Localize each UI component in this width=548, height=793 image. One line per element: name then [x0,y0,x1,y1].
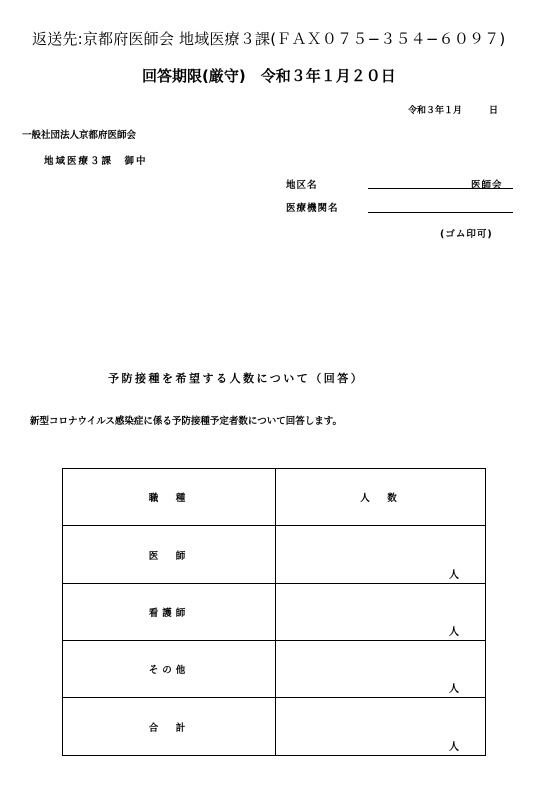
unit-label: 人 [449,570,459,581]
institution-underline [368,212,513,213]
table-row [63,698,486,756]
count-cell-doctor[interactable] [276,526,486,584]
seal-note: (ゴム印可) [440,229,493,240]
addressee-department: 地域医療３課 御中 [44,156,148,167]
table-header-row [63,469,486,526]
row-label-doctor: 医 師 [63,526,276,584]
institution-label: 医療機関名 [286,203,339,214]
header-occupation: 職 種 [63,469,276,526]
row-label-total: 合 計 [63,698,276,756]
row-label-other: その他 [63,641,276,698]
table-row [63,641,486,698]
addressee-organization: 一般社団法人京都府医師会 [22,130,137,141]
body-text: 新型コロナウイルス感染症に係る予防接種予定者数について回答します。 [30,416,342,427]
count-cell-nurse[interactable] [276,584,486,641]
row-label-nurse: 看護師 [63,584,276,641]
count-cell-total[interactable] [276,698,486,756]
deadline: 回答期限(厳守) 令和３年１月２０日 [142,67,396,85]
table-row [63,584,486,641]
response-table [62,468,486,756]
unit-label: 人 [449,742,459,753]
subject-heading: 予防接種を希望する人数について（回答） [108,372,365,385]
unit-label: 人 [449,684,459,695]
date-line: 令和３年１月 日 [408,106,499,116]
unit-label: 人 [449,627,459,638]
district-suffix: 医師会 [471,180,503,191]
count-cell-other[interactable] [276,641,486,698]
header-count: 人 数 [276,469,486,526]
return-address: 返送先:京都府医師会 地域医療３課(ＦＡＸ０７５−３５４−６０９７) [32,30,506,48]
district-label: 地区名 [286,180,318,191]
table-row [63,526,486,584]
